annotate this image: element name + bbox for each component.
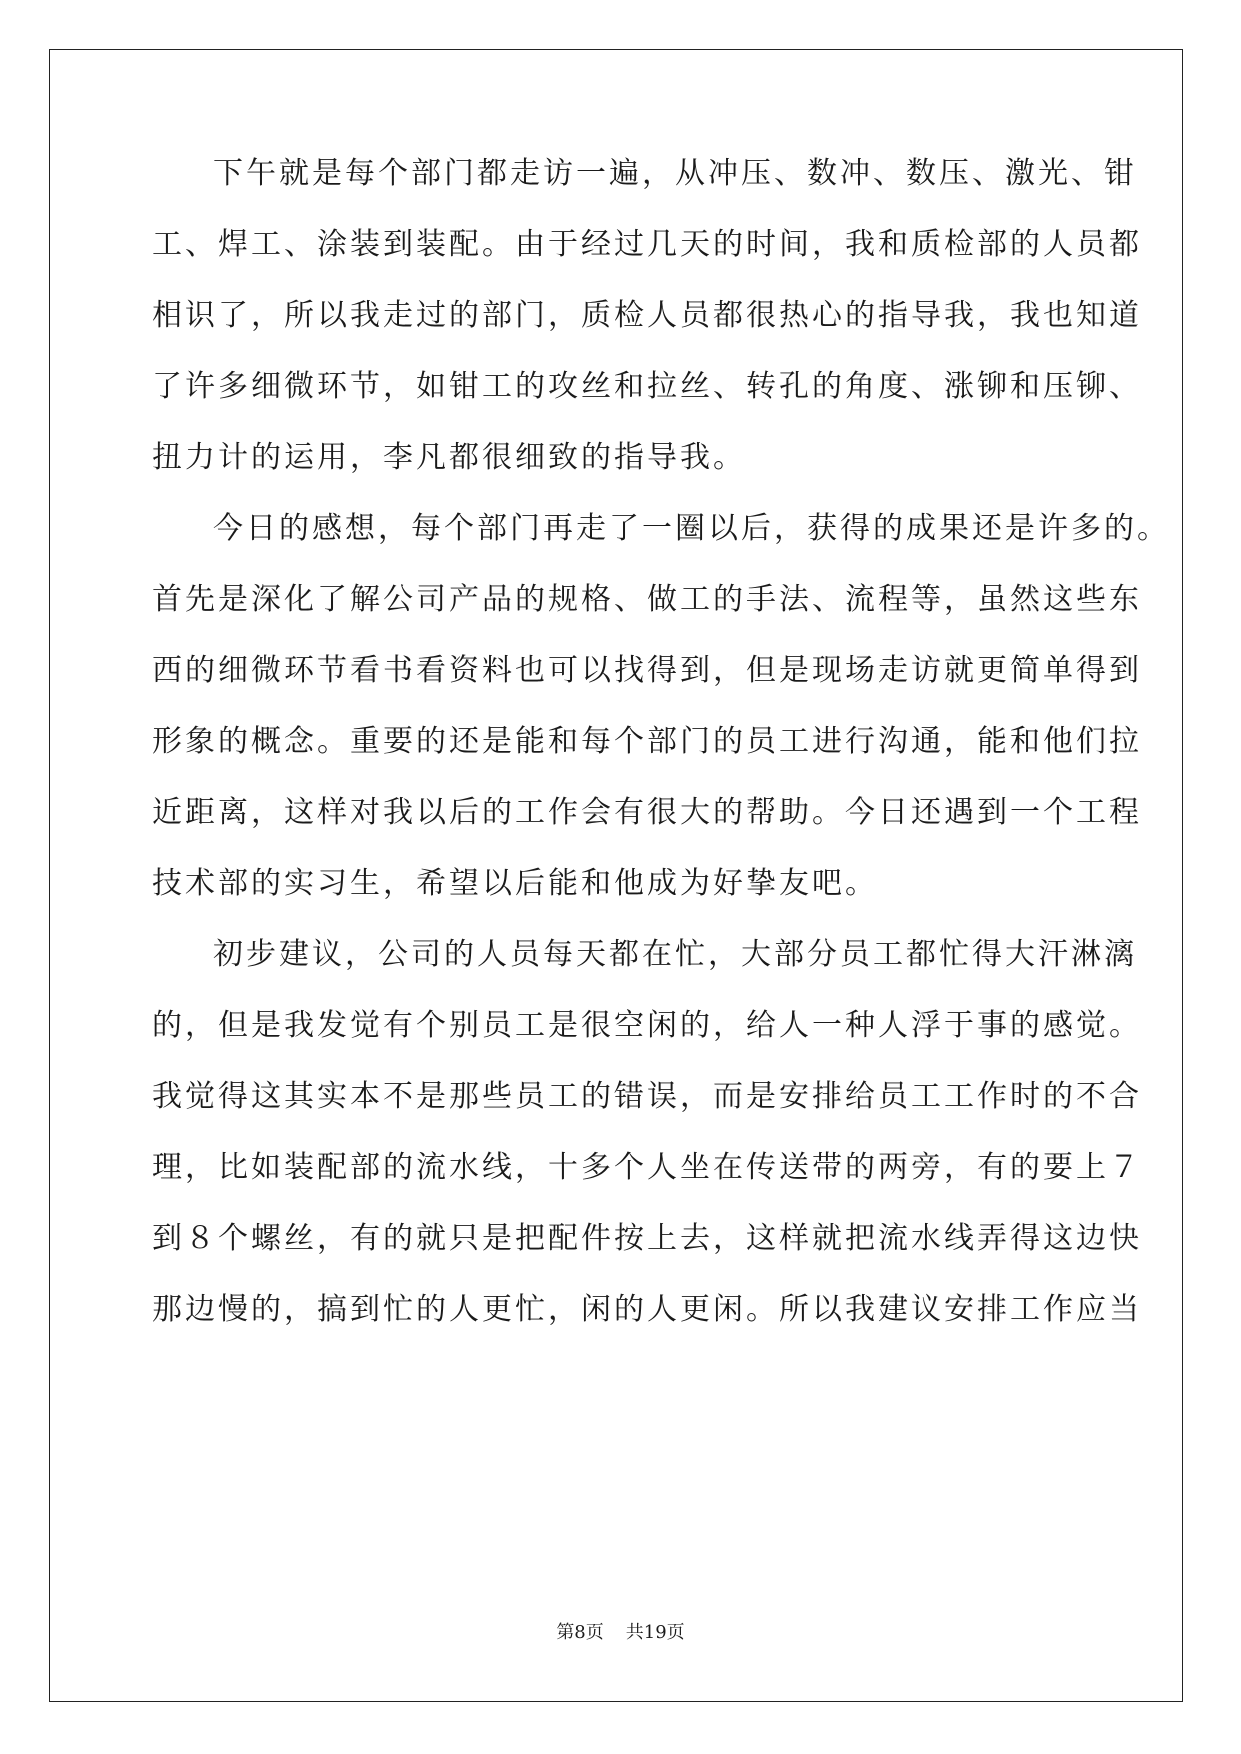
paragraph-2-line-4: 形象的概念。重要的还是能和每个部门的员工进行沟通，能和他们拉 bbox=[152, 724, 1142, 759]
paragraph-3-line-4: 理，比如装配部的流水线，十多个人坐在传送带的两旁，有的要上７ bbox=[152, 1150, 1142, 1185]
paragraph-3-line-6: 那边慢的，搞到忙的人更忙，闲的人更闲。所以我建议安排工作应当 bbox=[152, 1292, 1142, 1327]
paragraph-2-line-2: 首先是深化了解公司产品的规格、做工的手法、流程等，虽然这些东 bbox=[152, 582, 1142, 617]
paragraph-2-line-3: 西的细微环节看书看资料也可以找得到，但是现场走访就更简单得到 bbox=[152, 653, 1142, 688]
paragraph-3-line-5: 到８个螺丝，有的就只是把配件按上去，这样就把流水线弄得这边快 bbox=[152, 1221, 1142, 1256]
paragraph-2-line-6: 技术部的实习生，希望以后能和他成为好挚友吧。 bbox=[152, 866, 878, 901]
paragraph-1-line-2: 工、焊工、涂装到装配。由于经过几天的时间，我和质检部的人员都 bbox=[152, 227, 1142, 262]
paragraph-1-line-1: 下午就是每个部门都走访一遍，从冲压、数冲、数压、激光、钳 bbox=[213, 156, 1137, 191]
paragraph-2-line-1: 今日的感想，每个部门再走了一圈以后，获得的成果还是许多的。 bbox=[213, 511, 1170, 546]
paragraph-3-line-3: 我觉得这其实本不是那些员工的错误，而是安排给员工工作时的不合 bbox=[152, 1079, 1142, 1114]
paragraph-3-line-2: 的，但是我发觉有个别员工是很空闲的，给人一种人浮于事的感觉。 bbox=[152, 1008, 1142, 1043]
paragraph-1-line-5: 扭力计的运用，李凡都很细致的指导我。 bbox=[152, 440, 746, 475]
page-footer bbox=[0, 1622, 1241, 1644]
page-number: 第8页 bbox=[556, 1622, 604, 1643]
page-total: 共19页 bbox=[625, 1622, 685, 1643]
paragraph-1-line-4: 了许多细微环节，如钳工的攻丝和拉丝、转孔的角度、涨铆和压铆、 bbox=[152, 369, 1142, 404]
paragraph-3-line-1: 初步建议，公司的人员每天都在忙，大部分员工都忙得大汗淋漓 bbox=[213, 937, 1137, 972]
paragraph-2-line-5: 近距离，这样对我以后的工作会有很大的帮助。今日还遇到一个工程 bbox=[152, 795, 1142, 830]
paragraph-1-line-3: 相识了，所以我走过的部门，质检人员都很热心的指导我，我也知道 bbox=[152, 298, 1142, 333]
